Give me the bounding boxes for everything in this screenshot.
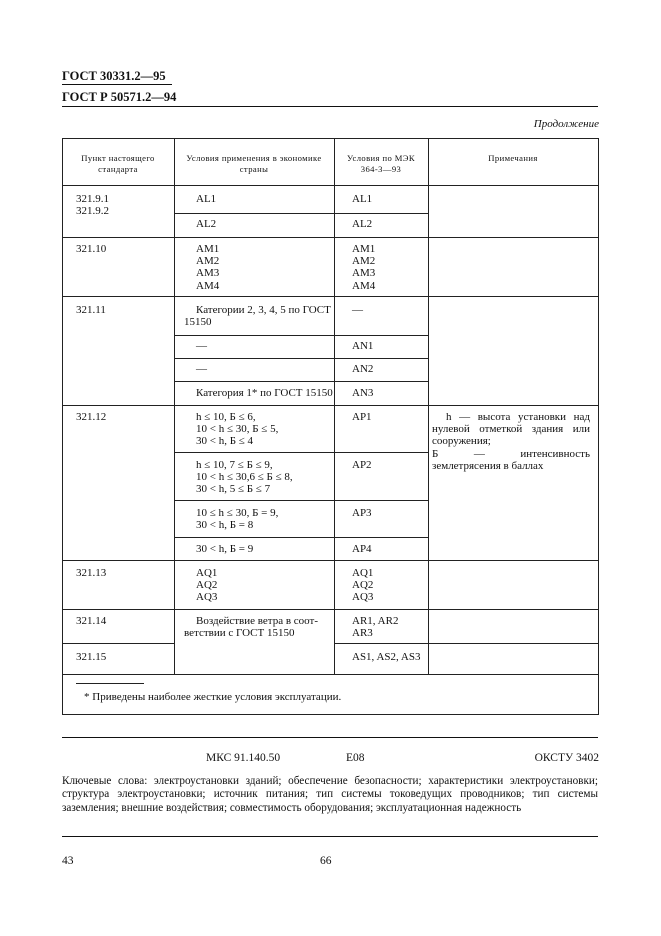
- cell-condition: Категория 1* по ГОСТ 15150: [196, 387, 333, 399]
- header-col-iec: Условия по МЭК 364-3—93: [347, 153, 415, 174]
- mks-code: МКС 91.140.50: [206, 752, 281, 764]
- sub-sep-as-col1: [62, 643, 175, 644]
- col-sep-2: [334, 138, 335, 674]
- sub-sep-ap2: [174, 452, 428, 453]
- cell-iec: AN2: [352, 363, 374, 375]
- cell-paragraph: 321.14: [76, 615, 107, 627]
- cell-condition: Воздействие ветра в соот- ветствии с ГОСТ 15150: [184, 615, 318, 640]
- cell-note: h — высота установки над нулевой отметкой здания или сооружения; Б — интенсивность землетрясения в баллах: [432, 411, 590, 472]
- cell-iec: AP3: [352, 507, 372, 519]
- cell-iec: AR1, AR2 AR3: [352, 615, 399, 640]
- cell-iec: AS1, AS2, AS3: [352, 651, 421, 663]
- cell-condition: AL2: [196, 218, 217, 230]
- cell-paragraph: 321.10: [76, 243, 107, 255]
- cell-condition: h ≤ 10, 7 ≤ Б ≤ 9, 10 < h ≤ 30,6 ≤ Б ≤ 8, 30 < h, 5 ≤ Б ≤ 7: [196, 459, 293, 496]
- e-code: Е08: [346, 752, 365, 764]
- cell-paragraph: 321.15: [76, 651, 107, 663]
- sub-sep-an2: [174, 358, 428, 359]
- table-border-right: [598, 138, 599, 715]
- row-sep-al: [62, 237, 599, 238]
- cell-iec: AM1 AM2 AM3 AM4: [352, 243, 376, 292]
- cell-iec: AL2: [352, 218, 373, 230]
- keywords-rule: [62, 836, 598, 837]
- sub-sep-ap3: [174, 500, 428, 501]
- sub-sep-an1: [174, 335, 428, 336]
- sub-sep-an3: [174, 381, 428, 382]
- footnote-rule: [76, 683, 144, 684]
- cell-iec: AP4: [352, 543, 372, 555]
- sub-sep-as-col34: [334, 643, 599, 644]
- header-rule-1: [62, 84, 172, 85]
- row-sep-aq: [62, 609, 599, 610]
- cell-condition: —: [196, 340, 207, 352]
- header-col-conditions: Условия применения в экономике страны: [186, 153, 322, 174]
- cell-condition: AQ1 AQ2 AQ3: [196, 567, 218, 604]
- col-sep-1: [174, 138, 175, 674]
- row-sep-footnote: [62, 674, 599, 675]
- cell-iec: AN1: [352, 340, 374, 352]
- table-border-bottom: [62, 714, 599, 715]
- table-border-top: [62, 138, 599, 139]
- header-col-notes: Примечания: [488, 153, 538, 163]
- cell-condition: 10 ≤ h ≤ 30, Б = 9, 30 < h, Б = 8: [196, 507, 279, 532]
- cell-paragraph: 321.12: [76, 411, 107, 423]
- cell-iec: AQ1 AQ2 AQ3: [352, 567, 374, 604]
- cell-condition: h ≤ 10, Б ≤ 6, 10 < h ≤ 30, Б ≤ 5, 30 < h, Б ≤ 4: [196, 411, 279, 448]
- cell-paragraph: 321.13: [76, 567, 107, 579]
- sub-sep-al: [174, 213, 428, 214]
- cell-iec: —: [352, 304, 363, 316]
- cell-iec: AP2: [352, 459, 372, 471]
- row-sep-an: [62, 405, 599, 406]
- cell-iec: AN3: [352, 387, 374, 399]
- keywords-paragraph: Ключевые слова: электроустановки зданий; обеспечение безопасности; характеристики электроустановки; структура электроустановки; источник питания; тип системы токоведущих проводников; тип системы заземления; внешние воздействия; совместимость оборудования; эксплуатационная надежность: [62, 775, 598, 814]
- page-number-center: 66: [320, 855, 332, 867]
- header-rule-2: [62, 106, 598, 107]
- col-sep-3: [428, 138, 429, 674]
- header-col-paragraph: Пункт настоящего стандарта: [81, 153, 155, 174]
- standard-number-1: ГОСТ 30331.2—95: [62, 69, 166, 83]
- standard-number-2: ГОСТ Р 50571.2—94: [62, 90, 177, 104]
- cell-paragraph: 321.9.1 321.9.2: [76, 193, 109, 218]
- page-number-left: 43: [62, 855, 74, 867]
- cell-condition: 30 < h, Б = 9: [196, 543, 254, 555]
- table-footnote: * Приведены наиболее жесткие условия эксплуатации.: [84, 691, 342, 703]
- cell-condition: AL1: [196, 193, 217, 205]
- cell-condition: AM1 AM2 AM3 AM4: [196, 243, 220, 292]
- row-sep-header: [62, 185, 599, 186]
- cell-condition: Категории 2, 3, 4, 5 по ГОСТ 15150: [184, 304, 331, 329]
- table-border-left: [62, 138, 63, 715]
- cell-paragraph: 321.11: [76, 304, 106, 316]
- cell-condition: —: [196, 363, 207, 375]
- footer-rule: [62, 737, 598, 738]
- cell-iec: AP1: [352, 411, 372, 423]
- continuation-label: Продолжение: [533, 118, 599, 130]
- cell-iec: AL1: [352, 193, 373, 205]
- row-sep-ap: [62, 560, 599, 561]
- row-sep-am: [62, 296, 599, 297]
- okstu-code: ОКСТУ 3402: [534, 752, 599, 764]
- sub-sep-ap4: [174, 537, 428, 538]
